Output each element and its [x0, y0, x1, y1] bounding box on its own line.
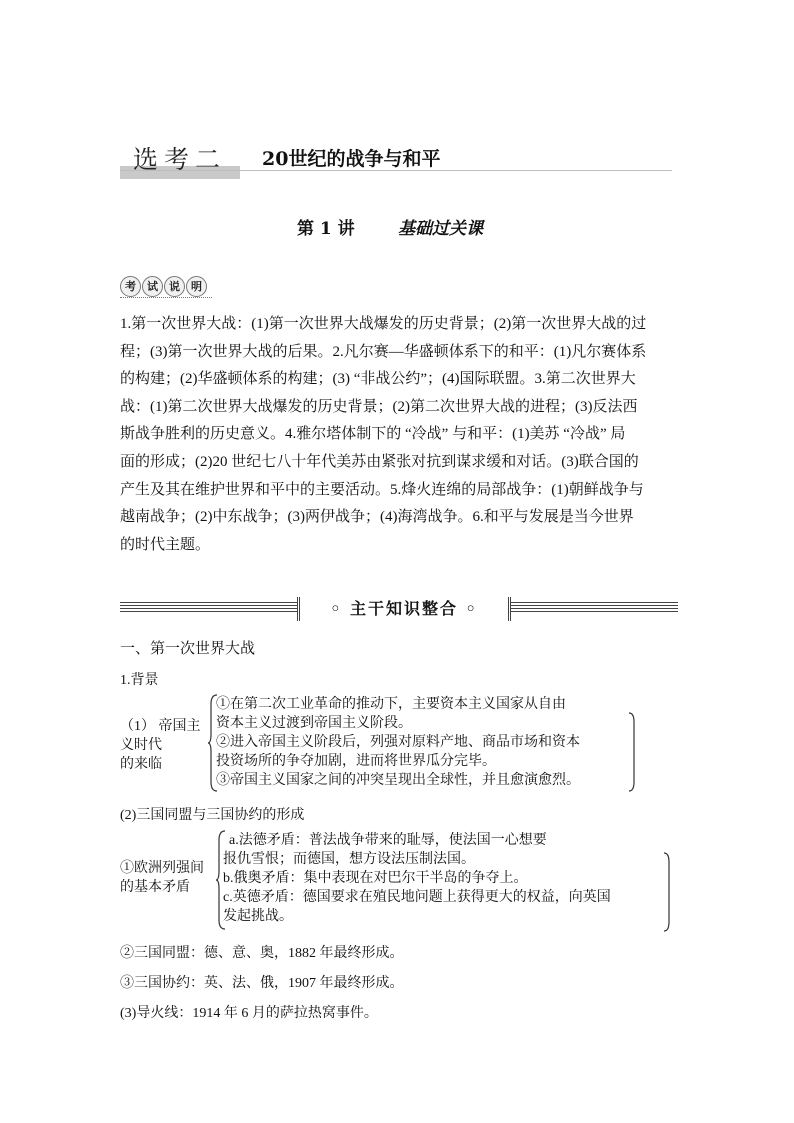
subheading-alliances: (2)三国同盟与三国协约的形成	[120, 808, 305, 823]
block2-items	[223, 831, 669, 926]
exam-line: 战：(1)第二次世界大战爆发的历史背景；(2)第二次世界大战的进程；(3)反法西	[120, 398, 638, 415]
triple-entente-line: ③三国协约：英、法、俄，1907 年最终形成。	[120, 976, 404, 991]
section-banner: ◦ 主干知识整合 ◦	[297, 597, 511, 621]
block1-line: 资本主义过渡到帝国主义阶段。	[216, 716, 412, 731]
block1-label	[120, 717, 210, 774]
block1-right-brace	[628, 712, 638, 792]
block2-line: 发起挑战。	[223, 909, 293, 924]
exam-notes-badge	[120, 276, 208, 298]
block1-label-line: 的来临	[120, 757, 162, 772]
block1-label-line: 义时代	[120, 738, 162, 753]
exam-line: 斯战争胜利的历史意义。4.雅尔塔体制下的 “冷战” 与和平：(1)美苏 “冷战” 局	[120, 426, 626, 443]
block1-label-line: （1） 帝国主	[120, 719, 201, 734]
block2-label-line: ①欧洲列强间	[120, 861, 204, 876]
fuse-line: (3)导火线：1914 年 6 月的萨拉热窝事件。	[120, 1006, 378, 1021]
exam-line: 的构建；(2)华盛顿体系的构建；(3) “非战公约”；(4)国际联盟。3.第二次世界大	[120, 371, 636, 388]
exam-line: 程；(3)第一次世界大战的后果。2.凡尔赛—华盛顿体系下的和平：(1)凡尔赛体系	[120, 343, 647, 360]
lesson-name: 基础过关课	[398, 219, 483, 239]
badge-char: 考	[120, 276, 141, 297]
section-heading: 一、第一次世界大战	[120, 639, 256, 657]
block2-label	[120, 859, 220, 897]
badge-char: 试	[142, 276, 163, 297]
exam-description	[120, 311, 680, 559]
block1-items	[216, 695, 636, 790]
block2-right-brace	[663, 852, 673, 932]
subheading-background: 1.背景	[120, 673, 159, 688]
exam-line: 越南战争；(2)中东战争；(3)两伊战争；(4)海湾战争。6.和平与发展是当今世界	[120, 509, 634, 526]
block2-line: b.俄奥矛盾：集中表现在对巴尔干半岛的争夺上。	[223, 871, 528, 886]
badge-char: 说	[164, 276, 185, 297]
block2-line: c.英德矛盾：德国要求在殖民地问题上获得更大的权益，向英国	[223, 890, 611, 905]
badge-char: 明	[186, 276, 207, 297]
exam-line: 的时代主题。	[120, 536, 211, 553]
chapter-title: 20世纪的战争与和平	[262, 148, 441, 170]
exam-line: 1.第一次世界大战：(1)第一次世界大战爆发的历史背景；(2)第一次世界大战的过	[120, 316, 647, 332]
block1-line: ③帝国主义国家之间的冲突呈现出全球性，并且愈演愈烈。	[216, 773, 580, 788]
lesson-number: 第 1 讲	[297, 219, 355, 239]
exam-line: 面的形成；(2)20 世纪七八十年代美苏由紧张对抗到谋求缓和对话。(3)联合国的	[120, 453, 639, 470]
exam-line: 产生及其在维护世界和平中的主要活动。5.烽火连绵的局部战争：(1)朝鲜战争与	[120, 481, 644, 498]
badge-underline	[120, 297, 212, 298]
block1-line: ②进入帝国主义阶段后，列强对原料产地、商品市场和资本	[216, 735, 580, 750]
block2-label-line: 的基本矛盾	[120, 880, 190, 895]
block2-line: 报仇雪恨；而德国，想方设法压制法国。	[223, 852, 475, 867]
block1-line: ①在第二次工业革命的推动下，主要资本主义国家从自由	[216, 697, 566, 712]
block1-line: 投资场所的争夺加剧，进而将世界瓜分完毕。	[216, 754, 496, 769]
block2-line: a.法德矛盾：普法战争带来的耻辱，使法国一心想要	[229, 833, 547, 848]
triple-alliance-line: ②三国同盟：德、意、奥，1882 年最终形成。	[120, 946, 404, 961]
chapter-label: 选考二	[133, 145, 227, 174]
